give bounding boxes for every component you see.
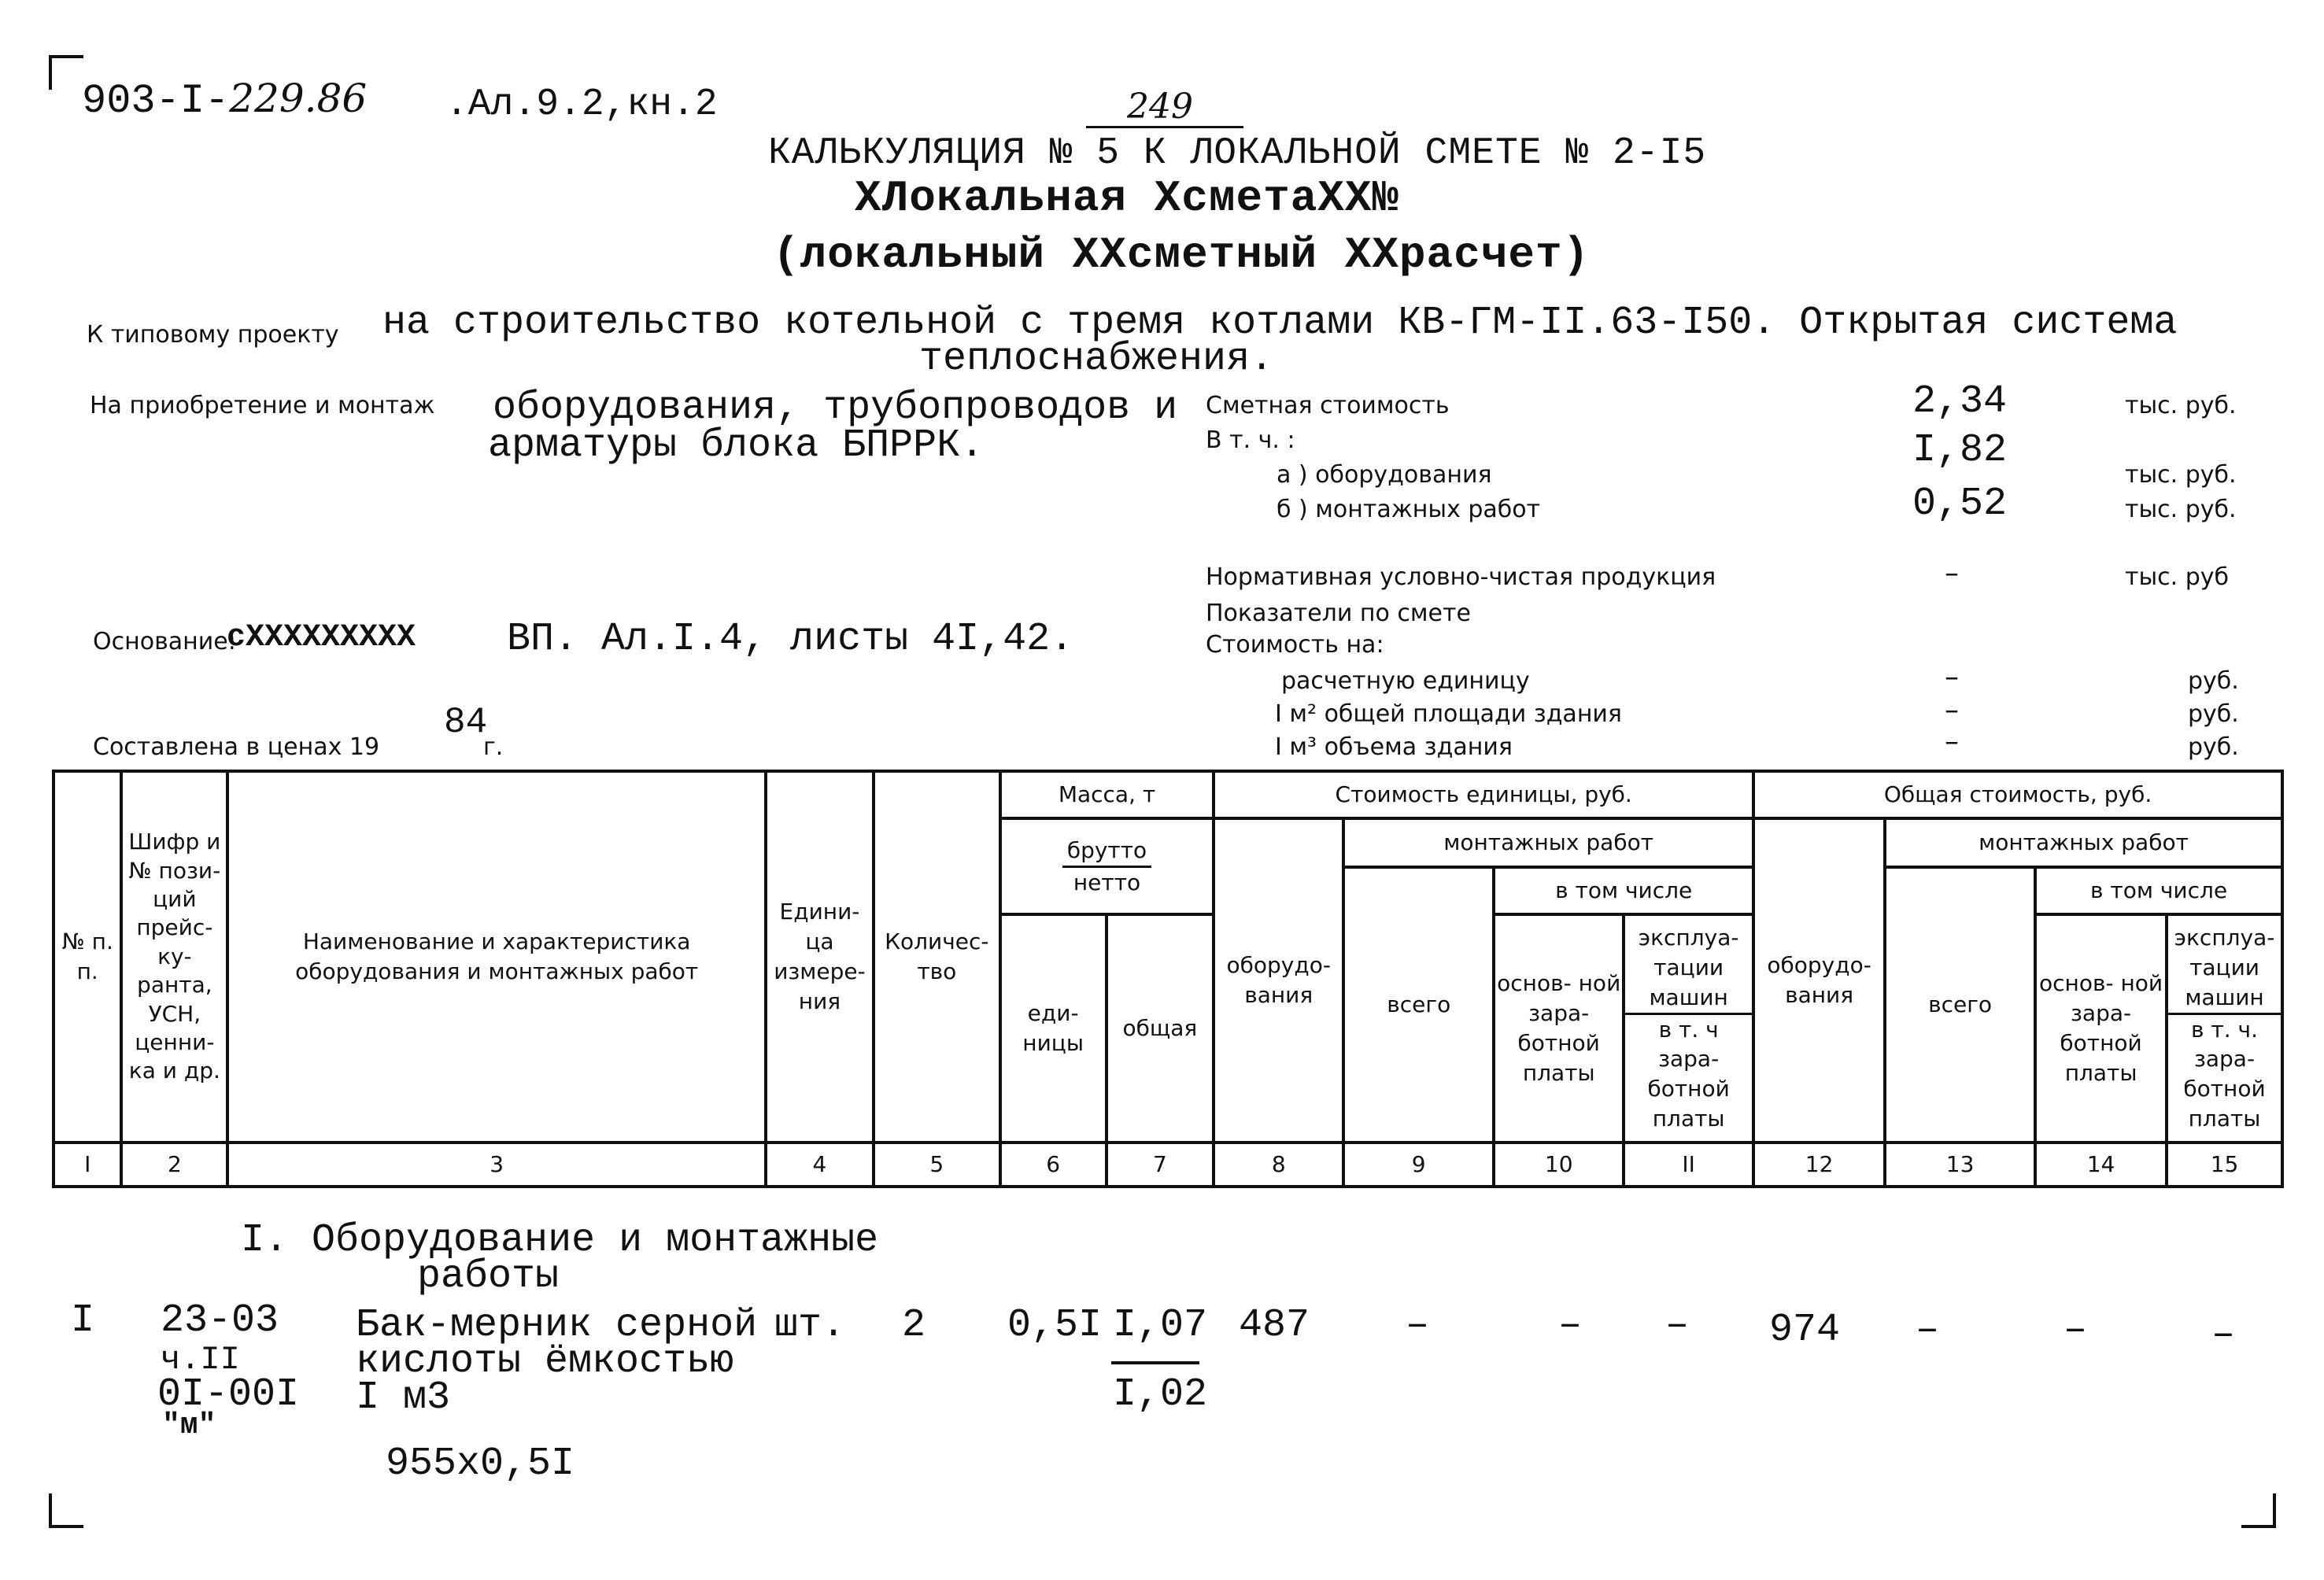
column-number: 10 [1494,1143,1624,1187]
normative-product-value: – [1945,557,1959,589]
indicators-label: Показатели по смете [1206,600,1471,627]
crop-mark-bottom-left [49,1493,83,1528]
project-text-line-1: на строительство котельной с тремя котлами КВ-ГМ-II.63-I50. Открытая система [382,301,2178,345]
project-text-line-2: теплоснабжения. [919,337,1274,382]
column-number: 7 [1107,1143,1214,1187]
prices-label-before: Составлена в ценах 19 [93,733,380,761]
normative-product-unit: тыс. руб [2125,563,2230,591]
header-mass-total: общая [1107,914,1214,1143]
acquisition-label: На приобретение и монтаж [90,392,435,419]
doc-code-handwritten: 229.86 [229,76,368,121]
basis-label: Основание: [93,628,236,655]
including-label: В т. ч. : [1206,426,1295,454]
per-volume-label: I м³ объема здания [1275,733,1513,761]
column-number: 4 [766,1143,874,1187]
per-area-rub: руб. [2188,700,2239,728]
row-equipment-total: 974 [1769,1308,1841,1353]
including-value: I,82 [1912,428,2007,473]
header-total-basic-wage: основ- ной зара- ботной платы [2035,914,2167,1143]
acquisition-text-line-1: оборудования, трубопроводов и [493,386,1178,430]
equipment-cost-label: а ) оборудования [1277,461,1492,489]
row-name-line-3: I м3 [356,1375,451,1420]
overprint-title-line-1: XЛокальная XсметаXX№ [855,173,1400,223]
acquisition-text-line-2: арматуры блока БПРРК. [488,423,985,468]
header-unit-machine [1624,914,1753,1143]
per-area-value: – [1945,694,1959,726]
column-number: 2 [121,1143,227,1187]
crop-mark-top-left [49,55,83,90]
estimate-table [52,770,2284,1188]
column-number: 3 [227,1143,766,1187]
section-title-line-1: I. Оборудование и монтажные [241,1218,879,1263]
header-total-incl: в том числе [2035,867,2282,914]
row-col-11: – [1665,1303,1690,1348]
section-title-line-2: работы [417,1254,560,1299]
overprint-title-line-2: (локальный XXсметный XXрасчет) [773,230,1591,280]
header-mass-unit: еди- ницы [1000,914,1107,1143]
basis-text: ВП. Ал.I.4, листы 4I,42. [507,617,1074,662]
header-brutto: брутто [1062,836,1151,868]
header-num: № п. п. [54,771,121,1143]
row-col-10: – [1558,1303,1583,1348]
column-number: 6 [1000,1143,1107,1187]
header-total-cost: Общая стоимость, руб. [1753,771,2282,818]
basis-overprint: сXXXXXXXXX [227,620,416,655]
header-name: Наименование и характеристика оборудования и монтажных работ [227,771,766,1143]
row-mass-unit: 0,5I [1007,1303,1103,1348]
row-name-line-2: кислоты ёмкостью [356,1339,734,1384]
estimated-cost-unit: тыс. руб. [2125,392,2237,419]
header-total-equipment: оборудо- вания [1753,818,1885,1143]
header-total-all: всего [1885,867,2035,1143]
page-number-rule [1086,126,1243,128]
header-unit-installation: монтажных работ [1343,818,1753,867]
cost-per-label: Стоимость на: [1206,631,1384,659]
row-col-15: – [2211,1312,2236,1357]
per-unit-label: расчетную единицу [1281,667,1530,695]
crop-mark-bottom-right [2241,1493,2276,1528]
column-number: II [1624,1143,1753,1187]
column-number: 5 [874,1143,1000,1187]
installation-cost-unit: тыс. руб. [2125,496,2237,523]
column-number: 8 [1214,1143,1343,1187]
header-unit-machine-op: эксплуа- тации машин [1625,923,1752,1014]
per-area-label: I м² общей площади здания [1275,700,1622,728]
row-col-13: – [1916,1308,1940,1353]
header-unit-equipment: оборудо- вания [1214,818,1343,1143]
row-name-line-1: Бак-мерник серной [356,1303,758,1348]
normative-product-label: Нормативная условно-чистая продукция [1206,563,1716,591]
column-number: 15 [2167,1143,2282,1187]
row-qty: 2 [902,1303,926,1348]
row-unit: шт. [774,1303,846,1348]
prices-label-after: г. [483,733,504,761]
installation-cost-label: б ) монтажных работ [1277,496,1541,523]
doc-code-printed: 903-I- [82,78,230,124]
header-unit-machine-wage: в т. ч зара- ботной платы [1647,1016,1730,1131]
project-label: К типовому проекту [87,321,339,349]
header-unit-cost: Стоимость единицы, руб. [1214,771,1753,818]
row-number: I [71,1298,95,1343]
column-number: 12 [1753,1143,1885,1187]
equipment-cost-unit: тыс. руб. [2125,461,2237,489]
row-col-14: – [2064,1308,2088,1353]
header-total-machine [2167,914,2282,1143]
header-total-machine-wage: в т. ч. зара- ботной платы [2183,1016,2266,1131]
row-code-line-4: "м" [162,1408,216,1442]
page-number: 249 [1127,87,1193,127]
header-unit-incl: в том числе [1494,867,1753,914]
calculation-title: КАЛЬКУЛЯЦИЯ № 5 К ЛОКАЛЬНОЙ СМЕТЕ № 2-I5 [768,132,1707,175]
column-number: I [54,1143,121,1187]
header-unit: Едини- ца измере- ния [766,771,874,1143]
header-total-machine-op: эксплуа- тации машин [2168,923,2281,1014]
header-unit-all: всего [1343,867,1494,1143]
prices-year: 84 [444,702,488,743]
per-volume-value: – [1945,725,1959,758]
row-equipment-unit-cost: 487 [1239,1303,1310,1348]
album-reference: .Ал.9.2,кн.2 [445,83,718,126]
header-unit-basic-wage: основ- ной зара- ботной платы [1494,914,1624,1143]
row-col-9: – [1406,1303,1430,1348]
header-mass: Масса, т [1000,771,1214,818]
row-code-line-3: 0I-00I [157,1372,300,1417]
column-number: 14 [2035,1143,2167,1187]
row-code-line-1: 23-03 [161,1298,279,1343]
estimated-cost-label: Сметная стоимость [1206,392,1450,419]
column-number: 9 [1343,1143,1494,1187]
prices-label [93,733,379,761]
header-qty: Количес- тво [874,771,1000,1143]
header-netto: нетто [1073,869,1141,895]
row-formula: 955х0,5I [386,1442,575,1486]
row-mass-total-top: I,07 [1113,1303,1208,1348]
row-mass-fraction-line [1111,1361,1199,1364]
header-brutto-netto [1000,818,1214,914]
per-unit-rub: руб. [2188,667,2239,695]
header-code: Шифр и № пози- ций прейс- ку- ранта, УСН, ценни- ка и др. [121,771,227,1143]
row-code-line-2: ч.II [161,1341,240,1379]
installation-cost-value: 0,52 [1912,482,2007,526]
per-volume-rub: руб. [2188,733,2239,761]
row-mass-total-bottom: I,02 [1113,1372,1208,1417]
per-unit-value: – [1945,661,1959,693]
header-total-installation: монтажных работ [1885,818,2282,867]
estimated-cost-value: 2,34 [1912,379,2007,424]
doc-code [82,76,367,124]
column-number: 13 [1885,1143,2035,1187]
